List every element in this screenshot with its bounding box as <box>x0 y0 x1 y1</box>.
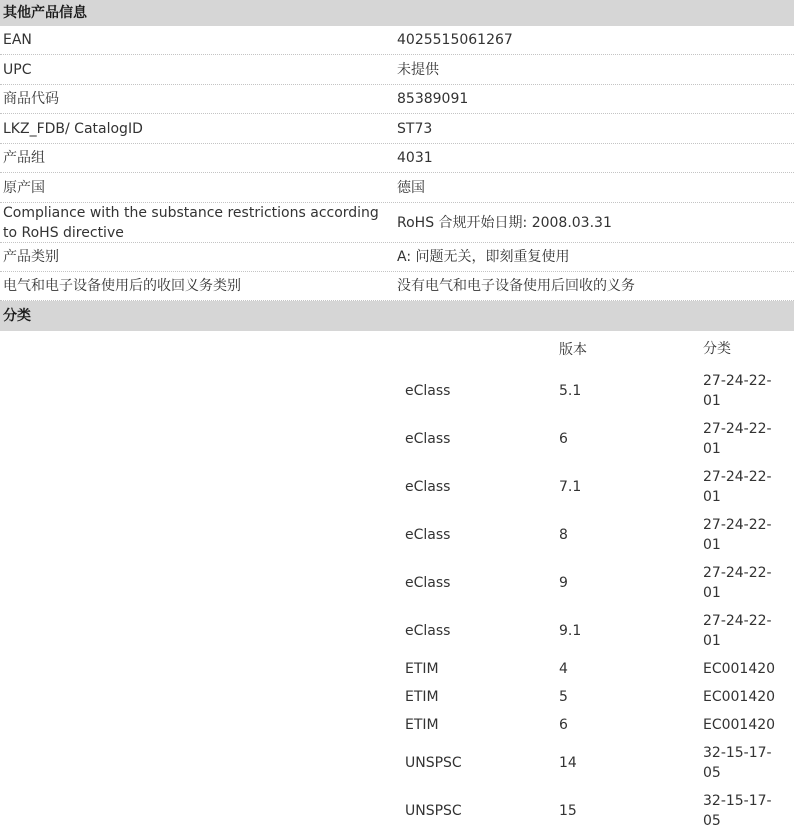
classification-row <box>400 559 794 607</box>
info-label: 电气和电子设备使用后的收回义务类别 <box>3 278 241 294</box>
classification-row <box>400 683 794 711</box>
classification-row <box>400 607 794 655</box>
classification-system: ETIM <box>405 717 439 733</box>
info-label: 原产国 <box>3 179 45 196</box>
classification-version: 5.1 <box>559 383 582 399</box>
info-row <box>0 114 794 144</box>
classification-row <box>400 511 794 559</box>
classification-code: EC001420 <box>703 689 776 705</box>
info-label: Compliance with the substance restrictions according to RoHS directive <box>3 204 379 241</box>
classification-section <box>0 301 800 833</box>
info-row <box>0 55 794 85</box>
info-row <box>0 85 794 114</box>
classification-version: 8 <box>559 527 568 543</box>
classification-version: 9.1 <box>559 623 582 639</box>
info-row <box>0 272 794 301</box>
other-info-table <box>0 26 800 301</box>
info-value: 未提供 <box>397 61 439 78</box>
info-value: 4031 <box>397 150 433 166</box>
classification-rows <box>400 367 794 835</box>
classification-code: 27-24-22-01 <box>703 373 772 409</box>
classification-row <box>400 367 794 415</box>
classification-system: eClass <box>405 479 451 495</box>
classification-version: 9 <box>559 575 568 591</box>
classification-version: 6 <box>559 431 568 447</box>
info-value: 没有电气和电子设备使用后回收的义务 <box>397 278 635 294</box>
classification-version: 5 <box>559 689 568 705</box>
classification-version: 7.1 <box>559 479 582 495</box>
classification-system: UNSPSC <box>405 755 462 771</box>
info-label: UPC <box>3 61 32 78</box>
classification-code: EC001420 <box>703 661 776 677</box>
classification-version: 6 <box>559 717 568 733</box>
classification-system: ETIM <box>405 689 439 705</box>
classification-system: eClass <box>405 383 451 399</box>
info-value: RoHS 合规开始日期: 2008.03.31 <box>397 214 612 231</box>
classification-version: 4 <box>559 661 568 677</box>
info-value: 德国 <box>397 179 425 196</box>
classification-code: 32-15-17-05 <box>703 745 772 781</box>
classification-row <box>400 787 794 835</box>
classification-header: 分类 <box>0 301 794 331</box>
info-row <box>0 26 794 55</box>
info-value: A: 问题无关，即刻重复使用 <box>397 249 570 265</box>
classification-code: 27-24-22-01 <box>703 565 772 601</box>
info-label: 产品类别 <box>3 249 59 265</box>
classification-column-headers <box>400 331 794 367</box>
other-info-section <box>0 0 800 301</box>
info-label: LKZ_FDB/ CatalogID <box>3 120 143 137</box>
classification-area <box>0 331 794 833</box>
other-info-header: 其他产品信息 <box>0 0 794 26</box>
info-value: ST73 <box>397 120 433 137</box>
classification-code: 27-24-22-01 <box>703 421 772 457</box>
classification-code: EC001420 <box>703 717 776 733</box>
classification-system: ETIM <box>405 661 439 677</box>
classification-row <box>400 711 794 739</box>
classification-system: UNSPSC <box>405 803 462 819</box>
info-row <box>0 173 794 203</box>
classification-system: eClass <box>405 575 451 591</box>
info-label: EAN <box>3 32 32 48</box>
classification-system: eClass <box>405 431 451 447</box>
info-value: 85389091 <box>397 91 469 107</box>
classification-code: 27-24-22-01 <box>703 613 772 649</box>
classification-code: 32-15-17-05 <box>703 793 772 829</box>
info-label: 商品代码 <box>3 91 59 107</box>
classification-row <box>400 415 794 463</box>
info-label: 产品组 <box>3 150 45 166</box>
classification-system: eClass <box>405 623 451 639</box>
classification-version: 14 <box>559 755 577 771</box>
column-header-version: 版本 <box>559 342 587 358</box>
info-value: 4025515061267 <box>397 32 513 48</box>
info-row <box>0 243 794 272</box>
info-row <box>0 144 794 173</box>
classification-row <box>400 655 794 683</box>
classification-table <box>400 331 794 835</box>
info-row <box>0 203 794 243</box>
classification-code: 27-24-22-01 <box>703 469 772 505</box>
classification-row <box>400 739 794 787</box>
classification-version: 15 <box>559 803 577 819</box>
classification-row <box>400 463 794 511</box>
column-header-class: 分类 <box>703 341 731 357</box>
classification-code: 27-24-22-01 <box>703 517 772 553</box>
classification-system: eClass <box>405 527 451 543</box>
